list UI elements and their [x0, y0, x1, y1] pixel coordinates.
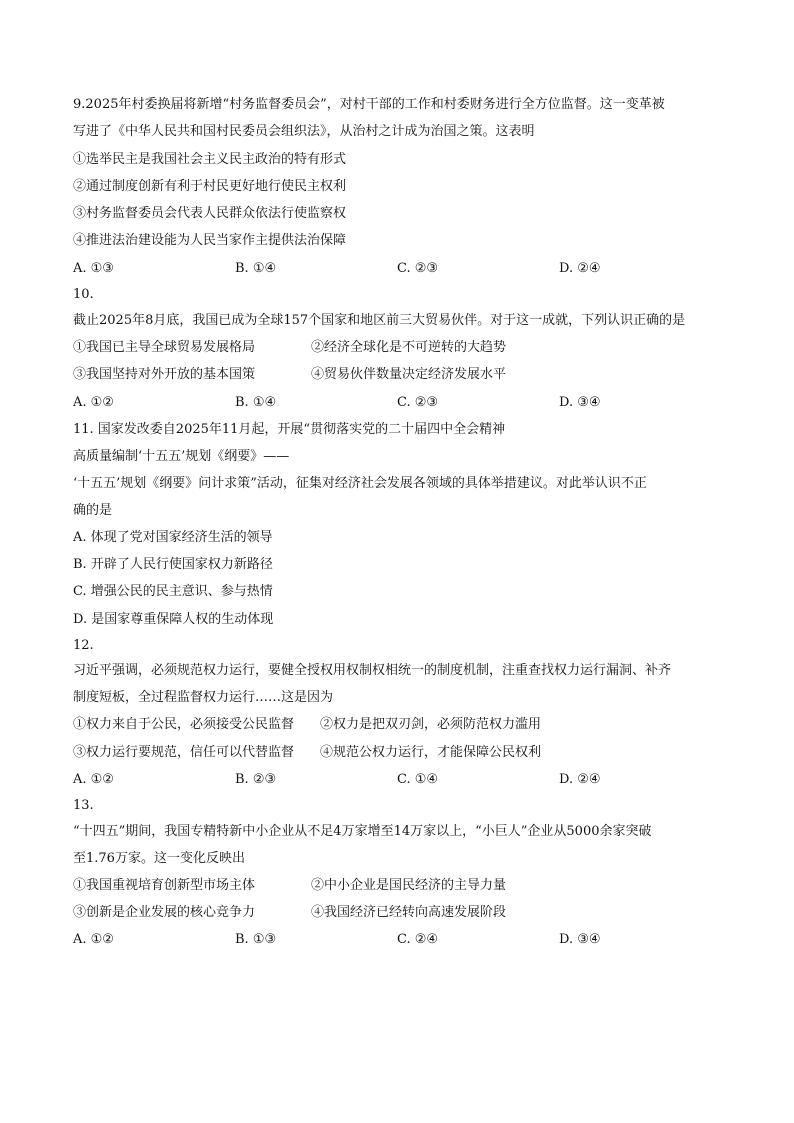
q11-stem-line-2: 高质量编制‘十五五’规划《纲要》—— — [73, 449, 290, 464]
q9-choice-b: B. ①④ — [235, 261, 277, 276]
q12-number: 12. — [73, 638, 94, 653]
q11-option-d: D. 是国家尊重保障人权的生动体现 — [73, 612, 274, 627]
q12-choice-a: A. ①② — [73, 772, 114, 787]
q13-stem-line-2: 至1.76万家。这一变化反映出 — [73, 851, 245, 866]
q9-choice-d: D. ②④ — [559, 261, 601, 276]
q9-item-3: ③村务监督委员会代表人民群众依法行使监察权 — [73, 206, 347, 221]
q10-item-2: ②经济全球化是不可逆转的大趋势 — [311, 340, 507, 355]
q12-item-2: ②权力是把双刃剑，必须防范权力滥用 — [320, 717, 542, 732]
q11-stem-line-1: 11. 国家发改委自2025年11月起，开展“贯彻落实党的二十届四中全会精神 — [73, 422, 506, 437]
q9-choice-a: A. ①③ — [73, 261, 114, 276]
q10-stem: 截止2025年8月底，我国已成为全球157个国家和地区前三大贸易伙伴。对于这一成就，下列认识正确的是 — [73, 313, 686, 328]
q12-stem-line-1: 习近平强调，必须规范权力运行，要健全授权用权制权相统一的制度机制，注重查找权力运行漏洞、补齐 — [73, 663, 672, 678]
q13-item-4: ④我国经济已经转向高速发展阶段 — [311, 905, 507, 920]
q10-choice-c: C. ②③ — [397, 395, 439, 410]
q12-choice-c: C. ①④ — [397, 772, 439, 787]
q11-option-b: B. 开辟了人民行使国家权力新路径 — [73, 557, 273, 572]
q10-choice-b: B. ①④ — [235, 395, 277, 410]
q10-number: 10. — [73, 287, 94, 302]
q11-option-c: C. 增强公民的民主意识、参与热情 — [73, 584, 273, 599]
q12-choice-d: D. ②④ — [559, 772, 601, 787]
q13-number: 13. — [73, 798, 94, 813]
q9-item-4: ④推进法治建设能为人民当家作主提供法治保障 — [73, 233, 347, 248]
q10-item-3: ③我国坚持对外开放的基本国策 — [73, 367, 256, 382]
q9-stem-line-1: 9.2025年村委换届将新增“村务监督委员会”，对村干部的工作和村委财务进行全方位监督。这一变革被 — [73, 97, 665, 112]
q12-choice-b: B. ②③ — [235, 772, 277, 787]
q10-item-1: ①我国已主导全球贸易发展格局 — [73, 340, 256, 355]
q9-choice-c: C. ②③ — [397, 261, 439, 276]
q9-item-1: ①选举民主是我国社会主义民主政治的特有形式 — [73, 152, 347, 167]
q10-item-4: ④贸易伙伴数量决定经济发展水平 — [311, 367, 507, 382]
q13-choice-a: A. ①② — [73, 932, 114, 947]
q11-stem-line-3: ‘十五五’规划《纲要》问计求策”活动，征集对经济社会发展各领域的具体举措建议。对此举认识不正 — [73, 476, 647, 491]
q13-stem-line-1: “十四五”期间，我国专精特新中小企业从不足4万家增至14万家以上，“小巨人”企业从5000余家突破 — [73, 824, 652, 839]
q10-choice-a: A. ①② — [73, 395, 114, 410]
q11-option-a: A. 体现了党对国家经济生活的领导 — [73, 530, 273, 545]
q9-item-2: ②通过制度创新有利于村民更好地行使民主权利 — [73, 179, 347, 194]
q13-item-2: ②中小企业是国民经济的主导力量 — [311, 878, 507, 893]
q13-choice-d: D. ③④ — [559, 932, 601, 947]
q11-stem-line-4: 确的是 — [73, 503, 113, 518]
q12-item-1: ①权力来自于公民，必须接受公民监督 — [73, 717, 295, 732]
q9-stem-line-2: 写进了《中华人民共和国村民委员会组织法》，从治村之计成为治国之策。这表明 — [73, 124, 535, 139]
q13-item-3: ③创新是企业发展的核心竞争力 — [73, 905, 256, 920]
q13-choice-b: B. ①③ — [235, 932, 277, 947]
q13-item-1: ①我国重视培育创新型市场主体 — [73, 878, 256, 893]
q10-choice-d: D. ③④ — [559, 395, 601, 410]
q12-item-3: ③权力运行要规范，信任可以代替监督 — [73, 745, 295, 760]
q12-stem-line-2: 制度短板，全过程监督权力运行……这是因为 — [73, 690, 334, 705]
q13-choice-c: C. ②④ — [397, 932, 439, 947]
q12-item-4: ④规范公权力运行，才能保障公民权利 — [320, 745, 542, 760]
